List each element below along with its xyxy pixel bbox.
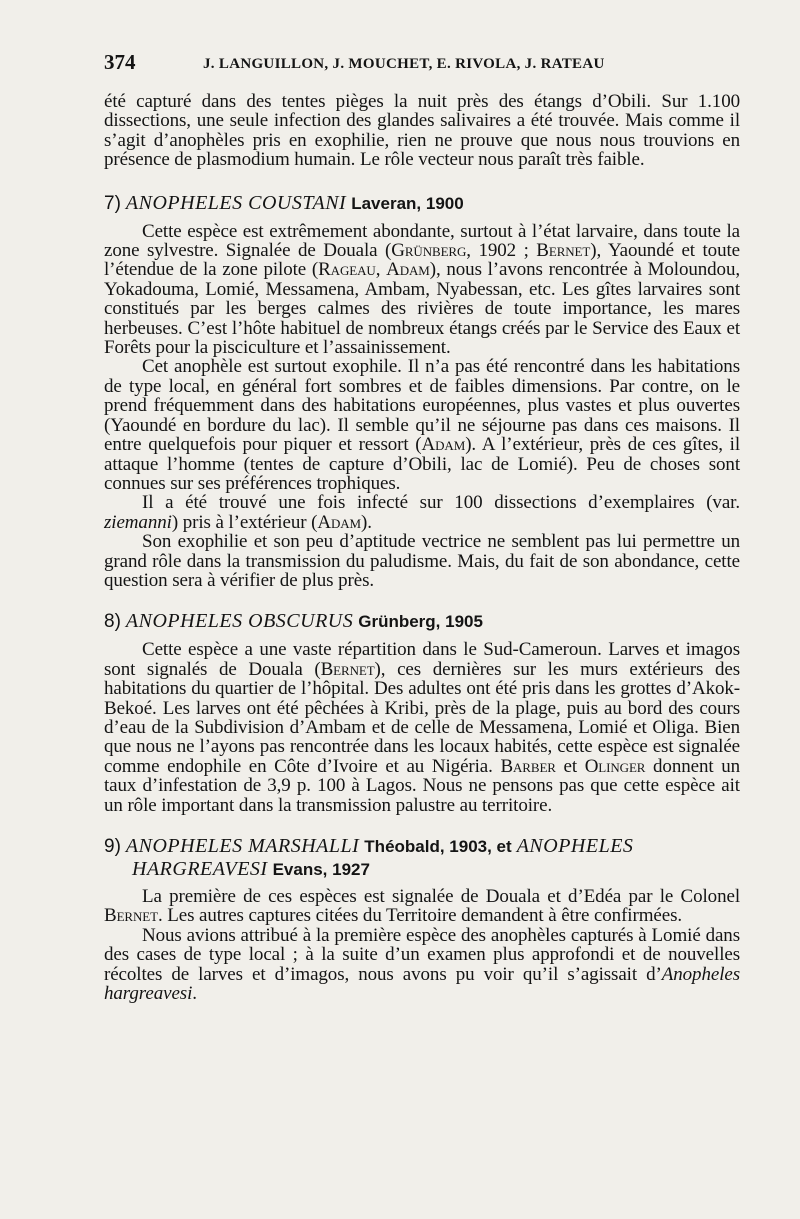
paragraph: La première de ces espèces est signalée de Douala et d’Edéa par le Colonel Bernet. Les autres captures citées du Territoire demandent à être confirmées. <box>104 886 740 927</box>
species-author: Evans, 1927 <box>272 860 370 879</box>
paragraph: Cet anophèle est surtout exophile. Il n’a pas été rencontré dans les habitations de type local, en général fort sombres et de faibles dimensions. Par contre, on le prend fréquemment dans des habitations européennes, plus vastes et plus ouvertes (Yaoundé en bordure du lac). Il semble qu’il ne séjourne pas dans ces maisons. Il entre quelquefois pour piquer et ressort (Adam). A l’extérieur, près de ces gîtes, il attaque l’homme (tentes de capture d’Obili, lac de Lomié). Peu de choses sont connues sur ses préférences trophiques. <box>104 356 741 494</box>
paragraph: Cette espèce est extrêmement abondante, surtout à l’état larvaire, dans toute la zone sylvestre. Signalée de Douala (Grünberg, 1902 ; Bernet), Yaoundé et toute l’étendue de la zone pilote (Rageau, Adam), nous l’avons rencontrée à Moloundou, Yokadouma, Lomié, Messamena, Ambam, Nyabessan, etc. Les gîtes larvaires sont constitués par les berges calmes des rivières de toute importance, les mares herbeuses. C’est l’hôte habituel de nombreux étangs créés par le Service des Eaux et Forêts pour la pisciculture et l’assainissement. <box>104 220 740 359</box>
section-heading-9 <box>104 835 740 881</box>
section-number: 9) <box>104 836 121 857</box>
species-name: ANOPHELES MARSHALLI <box>125 835 360 857</box>
header-authors: J. LANGUILLON, J. MOUCHET, E. RIVOLA, J. RATEAU <box>203 56 605 72</box>
species-name: ANOPHELES HARGREAVESI <box>132 835 634 880</box>
running-header <box>104 50 744 74</box>
species-author: Laveran, 1900 <box>351 193 464 213</box>
section-heading-8 <box>104 610 740 633</box>
species-author: Grünberg, 1905 <box>358 612 483 632</box>
page-body <box>104 92 740 1003</box>
species-name: ANOPHELES OBSCURUS <box>125 610 354 633</box>
section-number: 8) <box>104 611 121 633</box>
paragraph: Son exophilie et son peu d’aptitude vectrice ne semblent pas lui permettre un grand rôle dans la transmission du paludisme. Mais, du fait de son abondance, cette question sera à vérifier de plus près. <box>104 531 740 591</box>
species-author: Théobald, 1903, et <box>364 837 512 856</box>
paragraph: Il a été trouvé une fois infecté sur 100 dissections d’exemplaires (var. ziemanni) pris à l’extérieur (Adam). <box>104 492 740 533</box>
section-number: 7) <box>104 192 121 214</box>
species-name: ANOPHELES COUSTANI <box>125 191 347 214</box>
paragraph: Cette espèce a une vaste répartition dans le Sud-Cameroun. Larves et imagos sont signalés de Douala (Bernet), ces dernières sur les murs extérieurs des habitations du quartier de l’hôpital. Des adultes ont été pris dans les grottes d’Akok-Bekoé. Les larves ont été pêchées à Kribi, près de la plage, puis au bord des cours d’eau de la Subdivision d’Ambam et de celle de Messamena, Lomié et Oliga. Bien que nous ne l’ayons pas rencontrée dans les locaux habités, cette espèce est signalée comme endophile en Côte d’Ivoire et au Nigéria. Barber et Olinger donnent un taux d’infestation de 3,9 p. 100 à Lagos. Nous ne pensons pas que cette espèce ait un rôle important dans la transmission palustre au territoire. <box>104 639 741 816</box>
paragraph: Nous avions attribué à la première espèce des anophèles capturés à Lomié dans des cases de type local ; à la suite d’un examen plus approfondi et de nouvelles récoltes de larves et d’imagos, nous avons pu voir qu’il s’agissait d’Anopheles hargreavesi. <box>104 924 740 1005</box>
page-number: 374 <box>104 50 136 74</box>
intro-paragraph: été capturé dans des tentes pièges la nuit près des étangs d’Obili. Sur 1.100 dissections, une seule infection des glandes salivaires a été trouvée. Mais comme il s’agit d’anophèles pris en exophilie, rien ne prouve que nous nous trouvions en présence de plasmodium humain. Le rôle vecteur nous paraît très faible. <box>104 91 740 171</box>
section-heading-7 <box>104 192 740 215</box>
